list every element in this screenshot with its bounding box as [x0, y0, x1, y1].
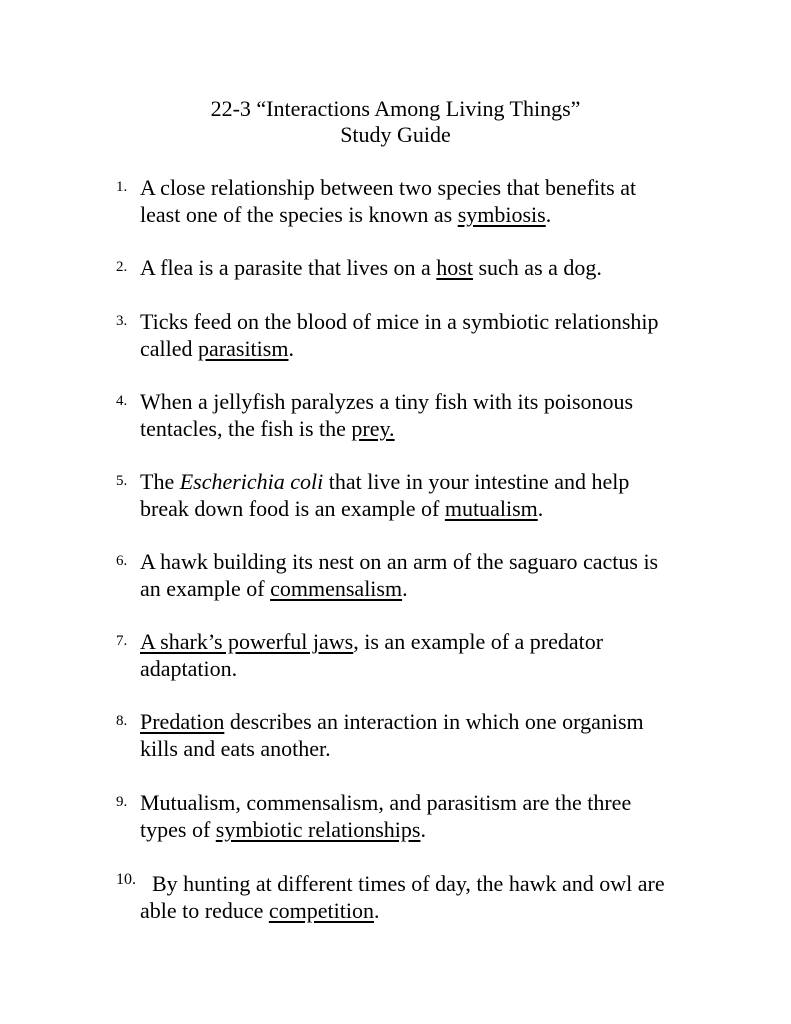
- question-line: Mutualism, commensalism, and parasitism are the three: [140, 790, 632, 815]
- question-number: 9.: [116, 794, 128, 810]
- answer-blank: symbiotic relationships: [215, 817, 421, 842]
- text-fragment: .: [402, 576, 408, 601]
- text-fragment: .: [545, 202, 552, 227]
- question-line: [140, 708, 756, 735]
- question-line: [140, 335, 756, 362]
- text-fragment: able to reduce: [140, 898, 269, 923]
- question-line: Ticks feed on the blood of mice in a symbiotic relationship: [140, 309, 659, 334]
- text-fragment: an example of: [140, 576, 271, 601]
- text-fragment: , is an example of a predator: [353, 629, 604, 654]
- text-fragment: The: [140, 469, 180, 494]
- question-line: [140, 254, 756, 281]
- question-1: [116, 174, 756, 228]
- question-text: [140, 308, 756, 362]
- text-fragment: break down food is an example of: [140, 496, 445, 521]
- answer-blank: symbiosis: [457, 202, 546, 227]
- question-line: [140, 628, 756, 655]
- answer-blank: A shark’s powerful jaws: [140, 629, 354, 654]
- question-line: A close relationship between two species that benefits at: [140, 175, 637, 200]
- document-subtitle: Study Guide: [340, 122, 451, 147]
- text-fragment: .: [288, 336, 294, 361]
- answer-blank: mutualism: [444, 496, 538, 521]
- question-text: [140, 174, 756, 228]
- question-number: 7.: [116, 633, 128, 649]
- text-fragment: .: [420, 817, 426, 842]
- document-title: 22-3 “Interactions Among Living Things”: [210, 96, 581, 121]
- question-line: When a jellyfish paralyzes a tiny fish with its poisonous: [140, 389, 634, 414]
- question-line: [140, 897, 756, 924]
- question-5: [116, 468, 756, 522]
- question-text: [140, 708, 756, 762]
- text-fragment: .: [537, 496, 544, 521]
- text-fragment: .: [373, 898, 380, 923]
- question-text: [140, 388, 756, 442]
- text-fragment: least one of the species is known as: [140, 202, 458, 227]
- question-number: 2.: [116, 259, 128, 275]
- question-number: 4.: [116, 393, 128, 409]
- question-line: [140, 468, 756, 495]
- question-number: 5.: [116, 473, 128, 489]
- answer-blank: parasitism: [198, 336, 289, 361]
- question-text: [140, 870, 756, 924]
- question-number: 10.: [116, 871, 136, 888]
- answer-blank: prey.: [351, 416, 395, 441]
- answer-blank: host: [436, 255, 473, 280]
- question-line: adaptation.: [140, 656, 238, 681]
- question-text: [140, 628, 756, 682]
- text-fragment: A flea is a parasite that lives on a: [140, 255, 437, 280]
- question-8: [116, 708, 756, 762]
- question-9: [116, 789, 756, 843]
- species-name: Escherichia coli: [179, 469, 324, 494]
- text-fragment: tentacles, the fish is the: [140, 416, 352, 441]
- question-text: [140, 254, 756, 281]
- question-text: [140, 548, 756, 602]
- answer-blank: Predation: [140, 709, 225, 734]
- question-number: 8.: [116, 713, 128, 729]
- text-fragment: such as a dog.: [472, 255, 602, 280]
- question-number: 1.: [116, 179, 128, 195]
- question-6: [116, 548, 756, 602]
- question-2: [116, 254, 756, 281]
- text-fragment: describes an interaction in which one organism: [224, 709, 644, 734]
- question-line: By hunting at different times of day, the hawk and owl are: [152, 871, 665, 896]
- question-3: [116, 308, 756, 362]
- answer-blank: commensalism: [270, 576, 403, 601]
- question-number: 6.: [116, 553, 128, 569]
- text-fragment: called: [140, 336, 199, 361]
- text-fragment: that live in your intestine and help: [323, 469, 630, 494]
- question-number: 3.: [116, 313, 128, 329]
- question-4: [116, 388, 756, 442]
- question-7: [116, 628, 756, 682]
- answer-blank: competition: [268, 898, 374, 923]
- question-line: [140, 201, 756, 228]
- question-10: [116, 870, 756, 924]
- question-line: [140, 575, 756, 602]
- text-fragment: types of: [140, 817, 216, 842]
- question-text: [140, 468, 756, 522]
- question-line: [140, 816, 756, 843]
- question-line: kills and eats another.: [140, 736, 331, 761]
- question-line: A hawk building its nest on an arm of the saguaro cactus is: [140, 549, 659, 574]
- question-line: [140, 415, 756, 442]
- question-line: [140, 495, 756, 522]
- question-text: [140, 789, 756, 843]
